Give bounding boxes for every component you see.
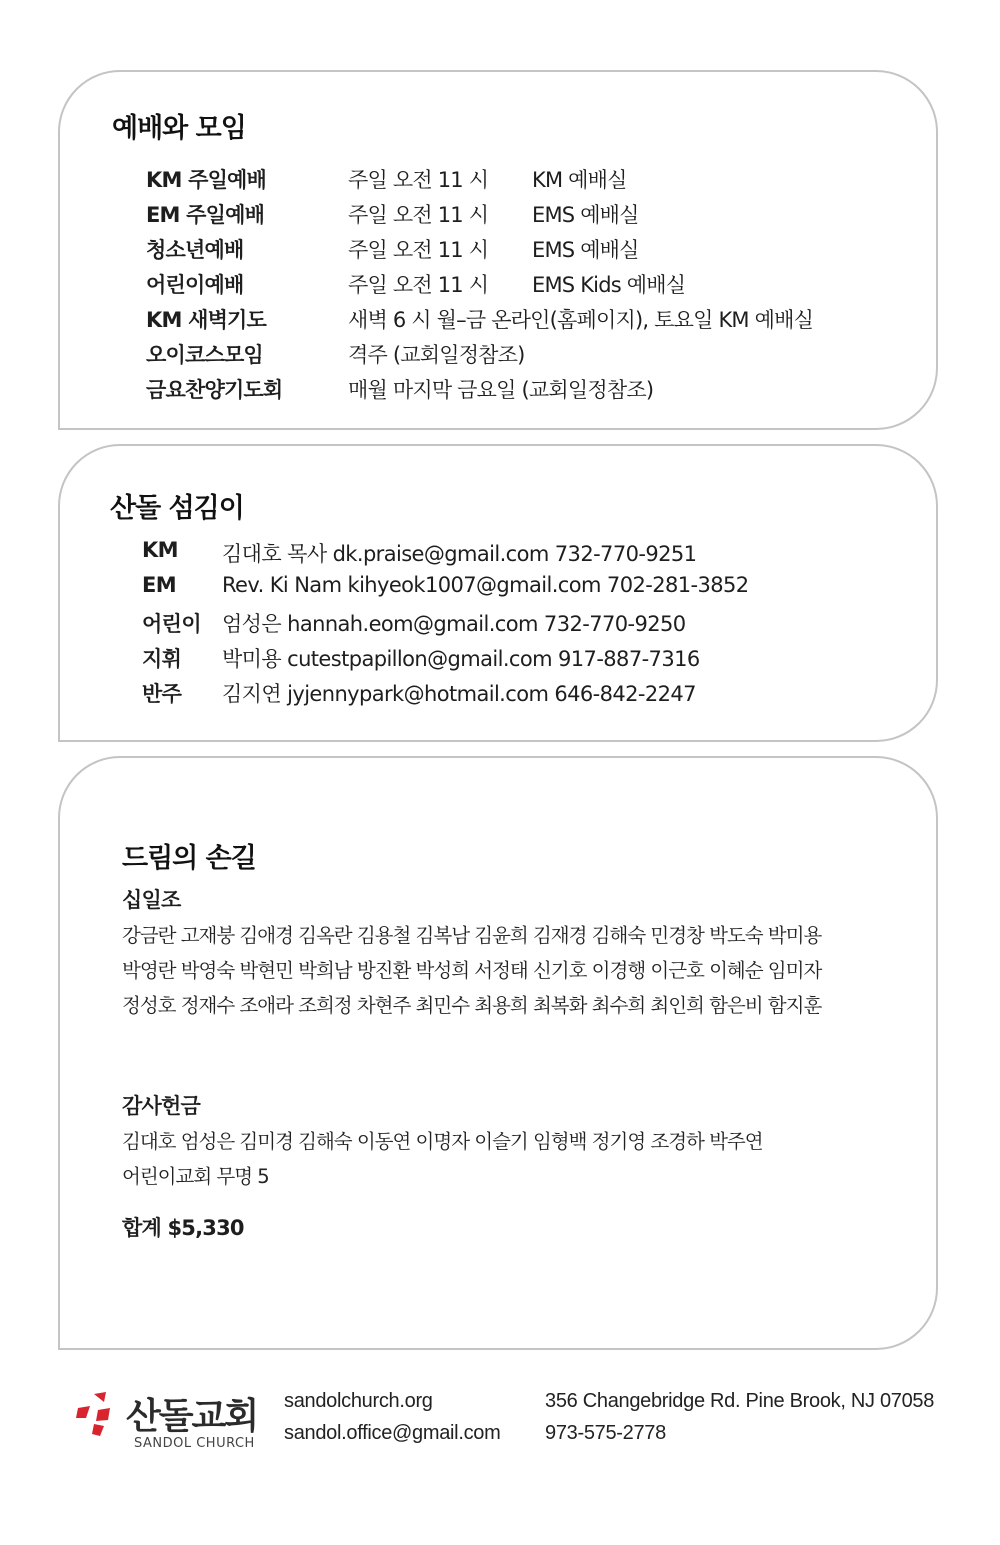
logo-english: SANDOL CHURCH bbox=[134, 1436, 255, 1451]
staff-title: 산돌 섬김이 bbox=[110, 493, 244, 524]
tithe-names-line: 박영란 박영숙 박현민 박희남 방진환 박성희 서정태 신기호 이경행 이근호 이혜순 임미자 bbox=[122, 959, 822, 982]
church-logo-icon bbox=[72, 1388, 124, 1440]
phone: 973-575-2778 bbox=[545, 1422, 666, 1444]
service-name: 금요찬양기도회 bbox=[146, 378, 283, 402]
staff-role: 지휘 bbox=[142, 647, 182, 671]
staff-contact: 김지연 jyjennypark@hotmail.com 646-842-2247 bbox=[222, 682, 696, 706]
staff-contact: Rev. Ki Nam kihyeok1007@gmail.com 702-281-3852 bbox=[222, 573, 749, 597]
address: 356 Changebridge Rd. Pine Brook, NJ 07058 bbox=[545, 1390, 935, 1412]
service-time: 새벽 6 시 월–금 온라인(홈페이지), 토요일 KM 예배실 bbox=[348, 308, 814, 332]
service-time: 주일 오전 11 시 bbox=[348, 168, 489, 192]
church-logo bbox=[72, 1388, 262, 1450]
worship-card bbox=[58, 70, 938, 430]
staff-contact: 박미용 cutestpapillon@gmail.com 917-887-7316 bbox=[222, 647, 700, 671]
tithe-names-line: 강금란 고재붕 김애경 김옥란 김용철 김복남 김윤희 김재경 김해숙 민경창 박도숙 박미용 bbox=[122, 924, 822, 947]
thanks-names-line: 김대호 엄성은 김미경 김해숙 이동연 이명자 이슬기 임형백 정기영 조경하 박주연 bbox=[122, 1130, 763, 1153]
service-place: EMS 예배실 bbox=[532, 203, 639, 227]
staff-contact: 김대호 목사 dk.praise@gmail.com 732-770-9251 bbox=[222, 542, 697, 566]
service-time: 주일 오전 11 시 bbox=[348, 203, 489, 227]
offering-total: 합계 $5,330 bbox=[122, 1216, 244, 1240]
service-time: 매월 마지막 금요일 (교회일정참조) bbox=[348, 378, 654, 402]
service-name: KM 주일예배 bbox=[146, 168, 267, 192]
thanks-names-line: 어린이교회 무명 5 bbox=[122, 1165, 269, 1188]
service-time: 주일 오전 11 시 bbox=[348, 273, 489, 297]
service-place: EMS 예배실 bbox=[532, 238, 639, 262]
service-time: 격주 (교회일정참조) bbox=[348, 343, 525, 367]
thanks-title: 감사헌금 bbox=[122, 1094, 200, 1118]
worship-title: 예배와 모임 bbox=[112, 113, 246, 144]
website-link[interactable]: sandolchurch.org bbox=[284, 1390, 433, 1412]
staff-contact: 엄성은 hannah.eom@gmail.com 732-770-9250 bbox=[222, 612, 686, 636]
staff-role: KM bbox=[142, 538, 178, 562]
offering-title: 드림의 손길 bbox=[122, 843, 256, 874]
service-place: KM 예배실 bbox=[532, 168, 627, 192]
email-link[interactable]: sandol.office@gmail.com bbox=[284, 1422, 501, 1444]
offering-card bbox=[58, 756, 938, 1350]
service-name: 청소년예배 bbox=[146, 238, 244, 262]
service-time: 주일 오전 11 시 bbox=[348, 238, 489, 262]
staff-card bbox=[58, 444, 938, 742]
tithe-names-line: 정성호 정재수 조애라 조희정 차현주 최민수 최용희 최복화 최수희 최인희 함은비 함지훈 bbox=[122, 994, 822, 1017]
staff-role: 어린이 bbox=[142, 612, 202, 636]
service-name: 어린이예배 bbox=[146, 273, 244, 297]
staff-role: 반주 bbox=[142, 682, 182, 706]
service-name: 오이코스모임 bbox=[146, 343, 263, 367]
staff-role: EM bbox=[142, 573, 177, 597]
footer bbox=[0, 1380, 1000, 1460]
service-name: EM 주일예배 bbox=[146, 203, 265, 227]
service-name: KM 새벽기도 bbox=[146, 308, 267, 332]
tithe-title: 십일조 bbox=[122, 888, 181, 912]
logo-korean: 산돌교회 bbox=[126, 1396, 258, 1437]
service-place: EMS Kids 예배실 bbox=[532, 273, 686, 297]
